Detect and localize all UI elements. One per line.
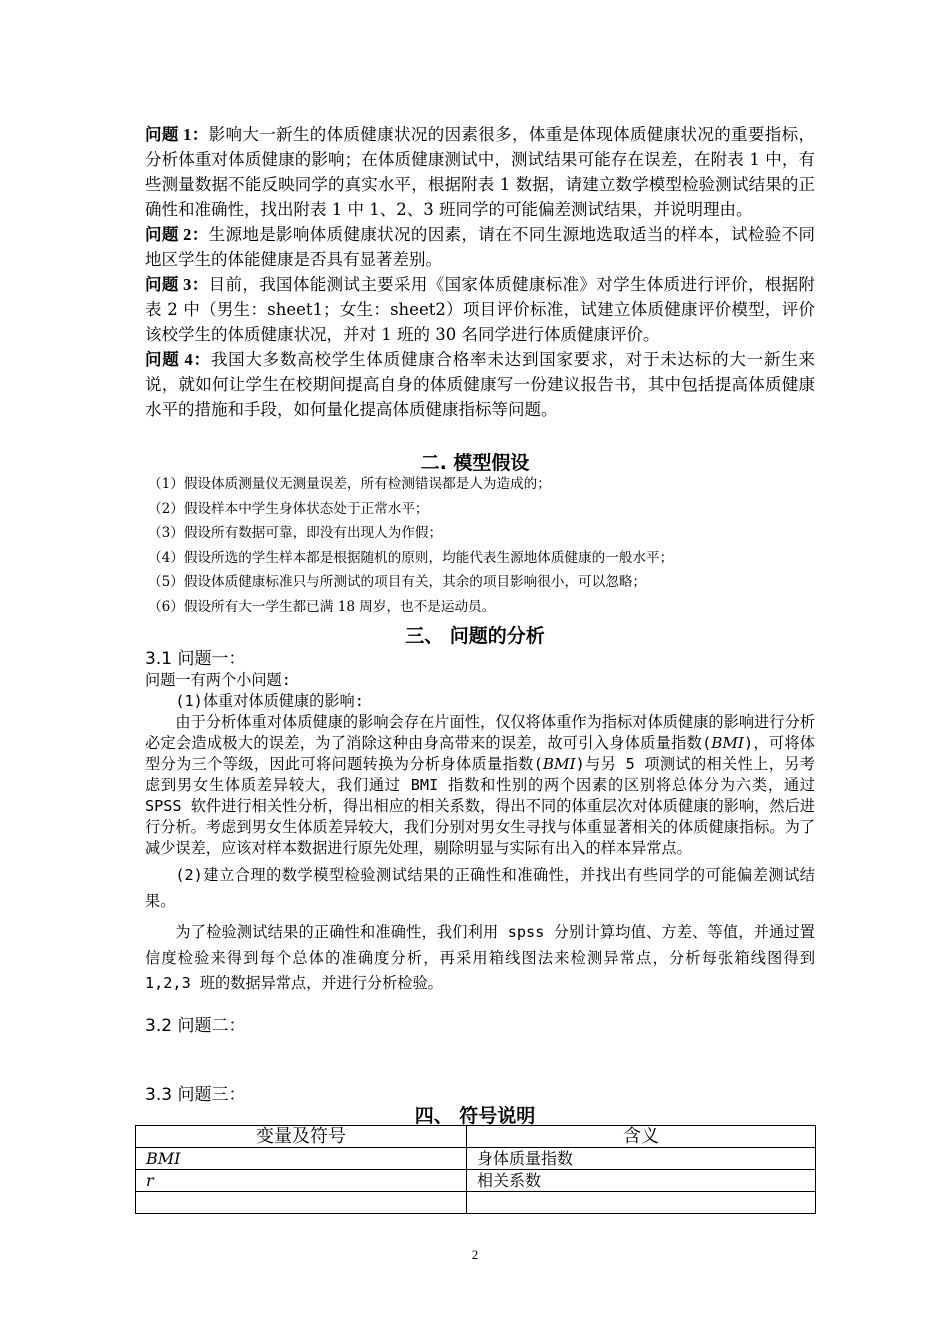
assumption-item: （1）假设体质测量仪无测量误差，所有检测错误都是人为造成的；	[148, 476, 551, 492]
assumption-item: （2）假设样本中学生身体状态处于正常水平；	[148, 500, 429, 517]
section-4-heading: 四、 符号说明	[414, 1105, 536, 1127]
problem-2-text: 生源地是影响体质健康状况的因素，请在不同生源地选取适当的样本，试检验不同地区学生的体能健康是否具有显著差别。	[145, 225, 815, 269]
assumption-item: （6）假设所有大一学生都已满 18 周岁，也不是运动员。	[148, 598, 496, 615]
section-3-heading: 三、 问题的分析	[405, 625, 545, 647]
problem-3-text: 目前，我国体能测试主要采用《国家体质健康标准》对学生体质进行评价，根据附表 2 中（男生：sheet1；女生：sheet2）项目评价标准，试建立体质健康评价模型，评价该校学生的体质健康状况，并对 1 班的 30 名同学进行体质健康评价。	[145, 275, 815, 344]
problem-4-text: 我国大多数高校学生体质健康合格率未达到国家要求，对于未达标的大一新生来说，就如何让学生在校期间提高自身的体质健康写一份建议报告书，其中包括提高体质健康水平的措施和手段，如何量化提高体质健康指标等问题。	[145, 350, 816, 419]
bmi-symbol: BMI	[711, 734, 744, 752]
table-row	[136, 1170, 816, 1192]
assumption-list	[148, 472, 818, 619]
problem-4	[145, 347, 815, 422]
subquestion-1-title: (1)体重对体质健康的影响:	[175, 692, 364, 710]
symbol-table	[135, 1125, 816, 1214]
page-number: 2	[471, 1247, 479, 1262]
body-text: )，可将体型分为三个等级，因此可将问题转换为分析身体质量指数(	[145, 734, 815, 773]
bmi-symbol: BMI	[542, 755, 576, 773]
section-3-body	[145, 648, 815, 997]
problem-3	[145, 272, 815, 347]
table-header: 变量及符号	[136, 1126, 467, 1148]
problem-2-label: 问题 2：	[145, 225, 209, 244]
subquestion-2-method: 为了检验测试结果的正确性和准确性，我们利用 spss 分别计算均值、方差、等值，并通过置信度检验来得到每个总体的准确度分析，再采用箱线图法来检测异常点，分析每张箱线图得到 1,2,3 班的数据异常点，并进行分析检验。	[145, 923, 815, 992]
table-row	[136, 1148, 816, 1170]
table-cell: 身体质量指数	[467, 1148, 816, 1170]
table-cell	[136, 1192, 467, 1214]
problem-4-label: 问题 4：	[145, 350, 211, 369]
problem-1	[145, 122, 815, 222]
subsection-3-1-intro: 问题一有两个小问题:	[145, 671, 291, 689]
table-cell	[467, 1192, 816, 1214]
problem-3-label: 问题 3：	[145, 275, 209, 294]
subquestion-1-body	[145, 712, 815, 859]
table-header: 含义	[467, 1126, 816, 1148]
problem-2	[145, 222, 815, 272]
subsection-3-2-title: 3.2 问题二：	[145, 1016, 246, 1036]
subsection-3-1-title: 3.1 问题一：	[145, 649, 246, 669]
subquestion-2-body: (2)建立合理的数学模型检验测试结果的正确性和准确性，并找出有些同学的可能偏差测试结果。	[145, 866, 815, 910]
table-header-row	[136, 1126, 816, 1148]
assumption-item: （3）假设所有数据可靠，即没有出现人为作假；	[148, 525, 443, 541]
problem-statements	[145, 122, 815, 422]
table-cell: 相关系数	[467, 1170, 816, 1192]
assumption-item: （4）假设所选的学生样本都是根据随机的原则，均能代表生源地体质健康的一般水平；	[148, 549, 674, 566]
assumption-item: （5）假设体质健康标准只与所测试的项目有关，其余的项目影响很小，可以忽略；	[148, 574, 647, 590]
table-cell: BMI	[136, 1148, 467, 1170]
section-2-heading: 二. 模型假设	[420, 452, 530, 474]
subsection-3-3-title: 3.3 问题三：	[145, 1085, 246, 1105]
body-text: )与另 5 项测试的相关性上，另考虑到男女生体质差异较大，我们通过 BMI 指数和性别的两个因素的区别将总体分为六类，通过 SPSS 软件进行相关性分析，得出相应的相关系数，得出不同的体重层次对体质健康的影响，然后进行分析。考虑到男女生体质差异较大，我们分别对男女生寻找与体重显著相关的体质健康指标。为了减少误差，应该对样本数据进行原先处理，剔除明显与实际有出入的样本异常点。	[145, 755, 815, 857]
problem-1-text: 影响大一新生的体质健康状况的因素很多，体重是体现体质健康状况的重要指标，分析体重对体质健康的影响；在体质健康测试中，测试结果可能存在误差，在附表 1 中，有些测量数据不能反映同学的真实水平，根据附表 1 数据，请建立数学模型检验测试结果的正确性和准确性，找出附表 1 中 1、2、3 班同学的可能偏差测试结果，并说明理由。	[145, 125, 815, 219]
table-cell: r	[136, 1170, 467, 1192]
problem-1-label: 问题 1：	[145, 125, 209, 144]
body-text: 由于分析体重对体质健康的影响会存在片面性，仅仅将体重作为指标对体质健康的影响进行分析必定会造成极大的误差，为了消除这种由身高带来的误差，故可引入身体质量指数(	[145, 713, 815, 752]
table-row	[136, 1192, 816, 1214]
